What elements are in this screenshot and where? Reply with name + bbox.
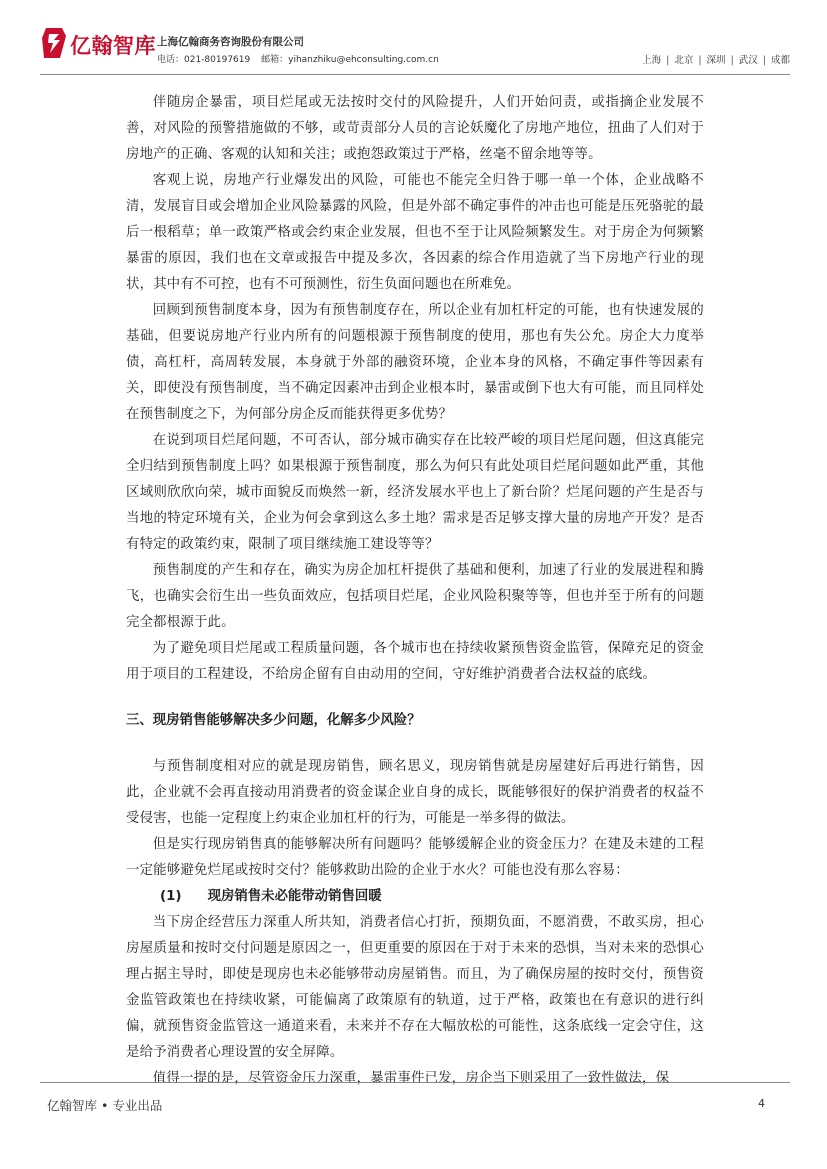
document-body [126,90,704,1092]
body-paragraph: 但是实行现房销售真的能够解决所有问题吗？能够缓解企业的资金压力？在建及未建的工程一定能够避免烂尾或按时交付？能够救助出险的企业于水火？可能也没有那么容易： [126,837,704,878]
phone-text: 电话：021-80197619 [157,55,251,65]
body-paragraph: 客观上说，房地产行业爆发出的风险，可能也不能完全归咎于哪一单一个体，企业战略不清，发展盲目或会增加企业风险暴露的风险，但是外部不确定事件的冲击也可能是压死骆驼的最后一根稻草；单一政策严格或会约束企业发展，但也不至于让风险频繁发生。对于房企为何频繁暴雷的原因，我们也在文章或报告中提及多次，各因素的综合作用造就了当下房地产行业的现状，其中有不可控，也有不可预测性，衍生负面问题也在所难免。 [126,173,704,292]
office-cities: 上海 | 北京 | 深圳 | 武汉 | 成都 [642,55,790,66]
sub-section-number: (1) [160,889,182,904]
footer-divider [40,1082,790,1083]
company-name: 上海亿翰商务咨询股份有限公司 [157,36,304,48]
city-label: 上海 [642,55,662,66]
body-paragraph: 值得一提的是，尽管资金压力深重，暴雷事件已发，房企当下则采用了一致性做法，保 [152,1071,670,1086]
page-number: 4 [758,1097,765,1110]
sub-section-text: 现房销售未必能带动销售回暖 [207,889,382,904]
email-text: 邮箱：yihanzhiku@ehconsulting.com.cn [261,55,439,65]
body-paragraph: 为了避免项目烂尾或工程质量问题，各个城市也在持续收紧预售资金监管，保障充足的资金用于项目的工程建设，不给房企留有自由动用的空间，守好维护消费者合法权益的底线。 [126,641,704,682]
sub-section-title [126,884,704,910]
logo-text: 亿翰智库 [70,34,156,58]
body-paragraph: 与预售制度相对应的就是现房销售，顾名思义，现房销售就是房屋建好后再进行销售，因此，企业就不会再直接动用消费者的资金谋企业自身的成长，既能够很好的保护消费者的权益不受侵害，也能一定程度上约束企业加杠杆的行为，可能是一举多得的做法。 [126,759,704,826]
page-header [40,22,790,72]
yihan-logo-icon [40,26,68,60]
body-paragraph: 回顾到预售制度本身，因为有预售制度存在，所以企业有加杠杆定的可能，也有快速发展的基础，但要说房地产行业内所有的问题根源于预售制度的使用，那也有失公允。房企大力度举债，高杠杆，高周转发展，本身就于外部的融资环境，企业本身的风格，不确定事件等因素有关，即使没有预售制度，当不确定因素冲击到企业根本时，暴雷或倒下也大有可能，而且同样处在预售制度之下，为何部分房企反而能获得更多优势？ [126,303,704,422]
contact-line [157,52,447,65]
city-label: 武汉 [738,55,758,66]
city-label: 北京 [674,55,694,66]
header-divider [40,74,790,75]
city-label: 成都 [770,55,790,66]
city-label: 深圳 [706,55,726,66]
section-title: 三、现房销售能够解决多少问题，化解多少风险？ [126,713,421,728]
footer-label: 亿翰智库 • 专业出品 [47,1098,163,1113]
body-paragraph: 当下房企经营压力深重人所共知，消费者信心打折，预期负面，不愿消费，不敢买房，担心房屋质量和按时交付问题是原因之一，但更重要的原因在于对于未来的恐惧，当对未来的恐惧心理占据主导时，即使是现房也未必能够带动房屋销售。而且，为了确保房屋的按时交付，预售资金监管政策也在持续收紧，可能偏离了政策原有的轨道，过于严格，政策也在有意识的进行纠偏，就预售资金监管这一通道来看，未来并不存在大幅放松的可能性，这条底线一定会守住，这是给予消费者心理设置的安全屏障。 [126,915,704,1060]
body-paragraph: 伴随房企暴雷，项目烂尾或无法按时交付的风险提升，人们开始问责，或指摘企业发展不善，对风险的预警措施做的不够，或苛责部分人员的言论妖魔化了房地产地位，扭曲了人们对于房地产的正确、客观的认知和关注；或抱怨政策过于严格，丝毫不留余地等等。 [126,95,704,162]
body-paragraph: 预售制度的产生和存在，确实为房企加杠杆提供了基础和便利，加速了行业的发展进程和腾飞，也确实会衍生出一些负面效应，包括项目烂尾，企业风险积聚等等，但也并至于所有的问题完全都根源于此。 [126,563,704,630]
body-paragraph: 在说到项目烂尾问题，不可否认，部分城市确实存在比较严峻的项目烂尾问题，但这真能完全归结到预售制度上吗？如果根源于预售制度，那么为何只有此处项目烂尾问题如此严重，其他区域则欣欣向荣，城市面貌反而焕然一新，经济发展水平也上了新台阶？烂尾问题的产生是否与当地的特定环境有关，企业为何会拿到这么多土地？需求是否足够支撑大量的房地产开发？是否有特定的政策约束，限制了项目继续施工建设等等？ [126,433,704,552]
